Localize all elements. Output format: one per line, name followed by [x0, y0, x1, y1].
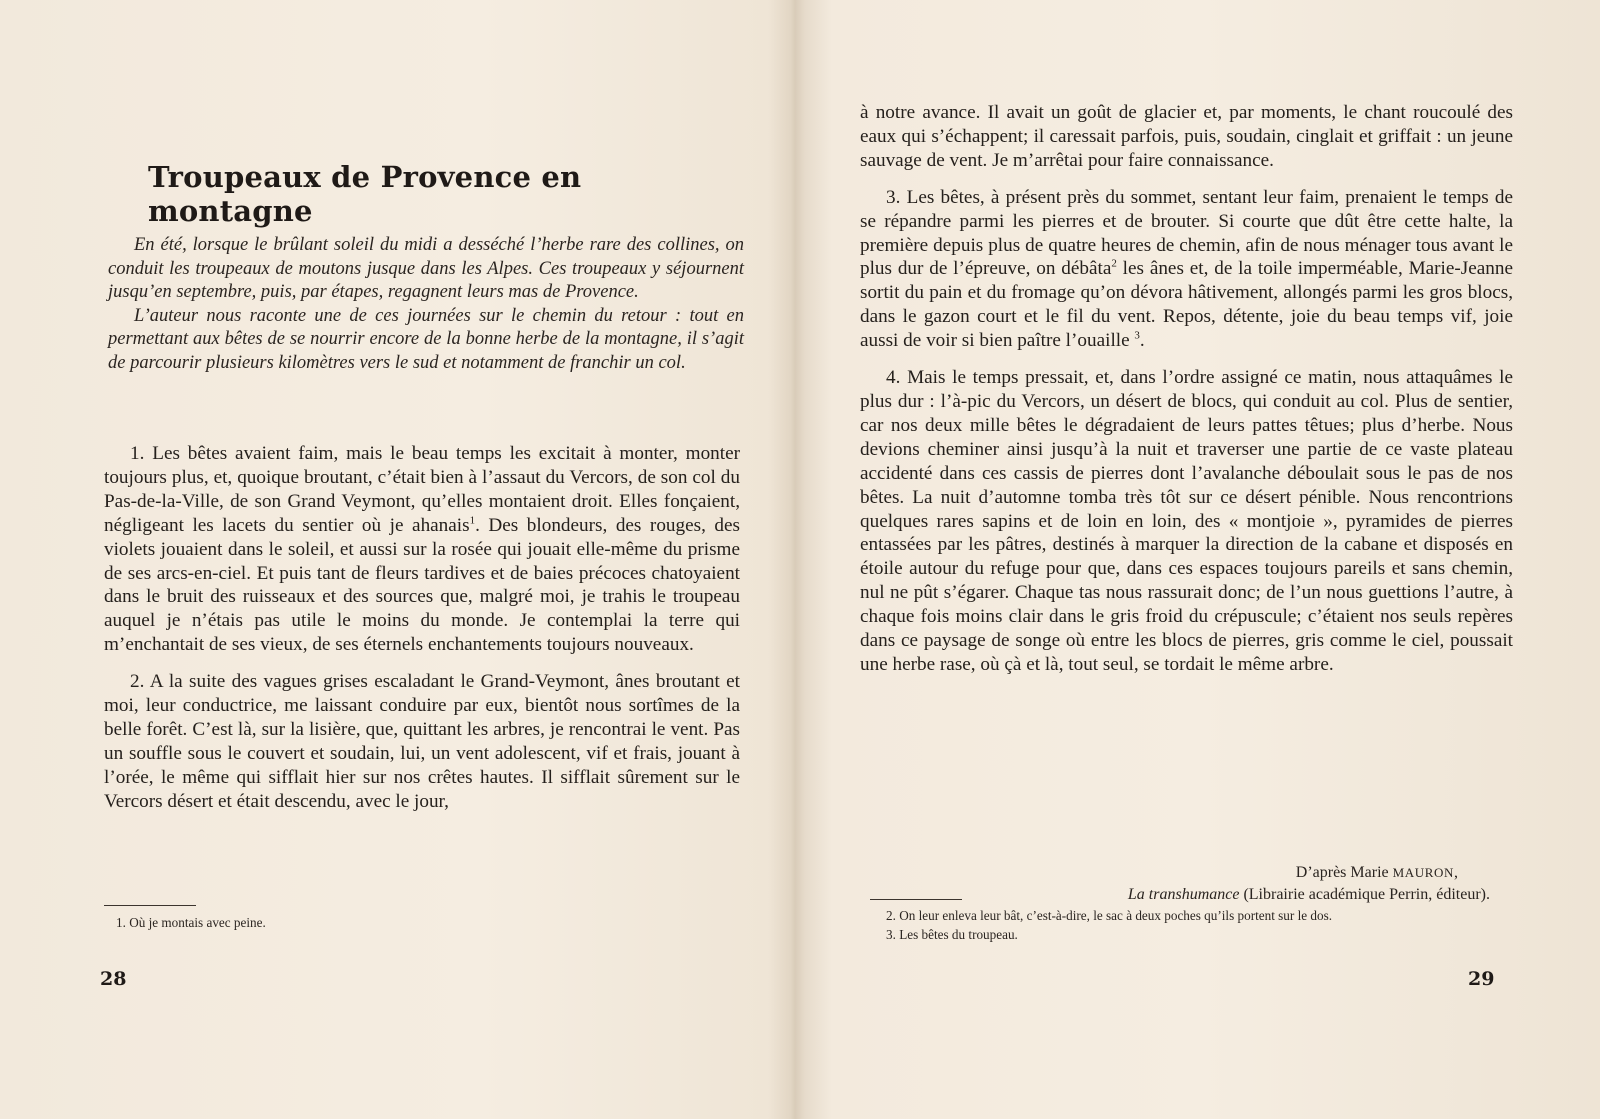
footnote-ref: 1 — [469, 514, 476, 527]
continuation-paragraph: à notre avance. Il avait un goût de glacier et, par moments, le chant roucoulé des eaux qui s’échappent; il caressait parfois, puis, soudain, cinglait et griffait : un jeune sauvage de vent. Je m’arrêtai pour faire connaissance. — [860, 102, 1513, 171]
paragraph-text: . Des blondeurs, des rouges, des violets jouaient dans le soleil, et aussi sur la rosée qui jouait elle-même du prisme de ses arcs-en-ciel. Et puis tant de fleurs tardives et de baies précoces chatoyaient dans le bruit des ruisseaux et des sources que, malgré moi, je trahis le troupeau auquel je n’étais pas utile le moins du monde. Je contemplai la terre qui m’enchantait de ses vieux, de ses éternels enchantements toujours nouveaux. — [104, 514, 741, 656]
work-title: La transhumance — [1127, 886, 1240, 903]
attribution-prefix: D’après Marie — [1295, 864, 1393, 881]
attribution-suffix: , — [1454, 864, 1458, 881]
page-number: 28 — [100, 968, 127, 990]
paragraph-text: les ânes et, de la toile imperméable, Marie-Jeanne sortit du pain et du fromage qu’on dévora hâtivement, allongés parmi les gros blocs, dans le gazon court et le fil du vent. Repos, détente, joie du beau temps vif, joie aussi de voir si bien paître l’ouaille — [860, 258, 1513, 352]
paragraph-number: 2. — [130, 671, 145, 693]
attribution-source — [1128, 884, 1490, 906]
left-body-text — [104, 442, 740, 827]
footnote: 2. On leur enleva leur bât, c’est-à-dire, le sac à deux poches qu’ils portent sur le dos. — [886, 908, 1333, 923]
attribution-author — [1128, 862, 1458, 884]
attribution — [1128, 862, 1490, 906]
publisher: (Librairie académique Perrin, éditeur). — [1239, 886, 1490, 903]
footnote-ref: 3 — [1134, 329, 1140, 342]
intro-paragraph: L’auteur nous raconte une de ces journées sur le chemin du retour : tout en permettant aux bêtes de se nourrir encore de la bonne herbe de la montagne, il s’agit de parcourir plusieurs kilomètres vers le sud et notamment de franchir un col. — [108, 305, 744, 373]
paragraph-number: 4. — [886, 367, 901, 389]
page-number: 29 — [1468, 968, 1495, 990]
intro-text — [108, 234, 744, 376]
paragraph-2 — [104, 670, 740, 813]
paragraph-3 — [860, 186, 1513, 353]
paragraph-number: 1. — [130, 443, 145, 464]
paragraph-1 — [104, 442, 740, 657]
right-body-text — [860, 101, 1513, 690]
footnote: 3. Les bêtes du troupeau. — [886, 927, 1018, 942]
paragraph-text: Les bêtes, à présent près du sommet, sentant leur faim, prenaient le temps de se répandre parmi les pierres et de brouter. Si courte que dût être cette halte, la première depuis plus de quatre heures de chemin, afin de nous ménager tous avant le plus dur de l’épreuve, on débâta — [860, 186, 1513, 280]
paragraph-end: . — [1139, 330, 1145, 352]
chapter-title: Troupeaux de Provence en montagne — [148, 160, 582, 228]
paragraph-number: 3. — [886, 186, 901, 208]
footnotes — [116, 913, 676, 932]
footnotes — [886, 906, 1516, 944]
footnote-rule — [104, 905, 196, 906]
intro-paragraph: En été, lorsque le brûlant soleil du midi a desséché l’herbe rare des collines, on conduit les troupeaux de moutons jusque dans les Alpes. Ces troupeaux y séjournent jusqu’en septembre, puis, par étapes, regagnent leurs mas de Provence. — [108, 235, 744, 303]
paragraph-text: A la suite des vagues grises escaladant le Grand-Veymont, ânes broutant et moi, leur conductrice, me laissant conduire par eux, bientôt nous sortîmes de la belle forêt. C’est là, sur la lisière, que, quittant les arbres, je rencontrai le vent. Pas un souffle sous le couvert et soudain, lui, un vent adolescent, vif et frais, jouant à l’orée, le même qui sifflait hier sur nos crêtes hautes. Il sifflait sûrement sur le Vercors désert et était descendu, avec le jour, — [104, 671, 740, 812]
paragraph-4 — [860, 366, 1513, 677]
paragraph-text: Mais le temps pressait, et, dans l’ordre assigné ce matin, nous attaquâmes le plus dur : l’à-pic du Vercors, un désert de blocs, qui conduit au col. Plus de sentier, car nos deux mille bêtes le dégradaient de leurs pattes têtues; plus d’herbe. Nous devions cheminer ainsi jusqu’à la nuit et traverser une partie de ce vaste plateau accidenté dans ces cassis de pierres dont l’avalanche déboulait sous le pas de nos bêtes. La nuit d’automne tomba très tôt sur ce désert pénible. Nous rencontrions quelques rares sapins et de loin en loin, des « montjoie », pyramides de pierres entassées par les pâtres, destinés à marquer la direction de la cabane et disposés en étoile autour du refuge pour que, dans ces espaces toujours pareils et sans chemin, nul ne pût s’égarer. Chaque tas nous rassurait donc; de l’un nous guettions l’autre, à chaque fois moins clair dans le gris froid du crépuscule; c’étaient nos seuls repères dans ce paysage de songe où entre les blocs de pierres, gris comme le ciel, poussait une herbe rase, où çà et là, tout seul, se tordait le même arbre. — [860, 367, 1513, 675]
footnote-rule — [870, 899, 962, 900]
footnote: 1. Où je montais avec peine. — [116, 915, 266, 930]
right-page — [800, 0, 1600, 1119]
paragraph-text: Les bêtes avaient faim, mais le beau temps les excitait à monter, monter toujours plus, et, quoique broutant, c’était bien à l’assaut du Vercors, de son col du Pas-de-la-Ville, de son Grand Veymont, qu’elles montaient droit. Elles fonçaient, négligeant les lacets du sentier où je ahanais — [104, 443, 740, 536]
author-surname: MAURON — [1392, 865, 1454, 880]
footnote-ref: 2 — [1111, 258, 1117, 271]
